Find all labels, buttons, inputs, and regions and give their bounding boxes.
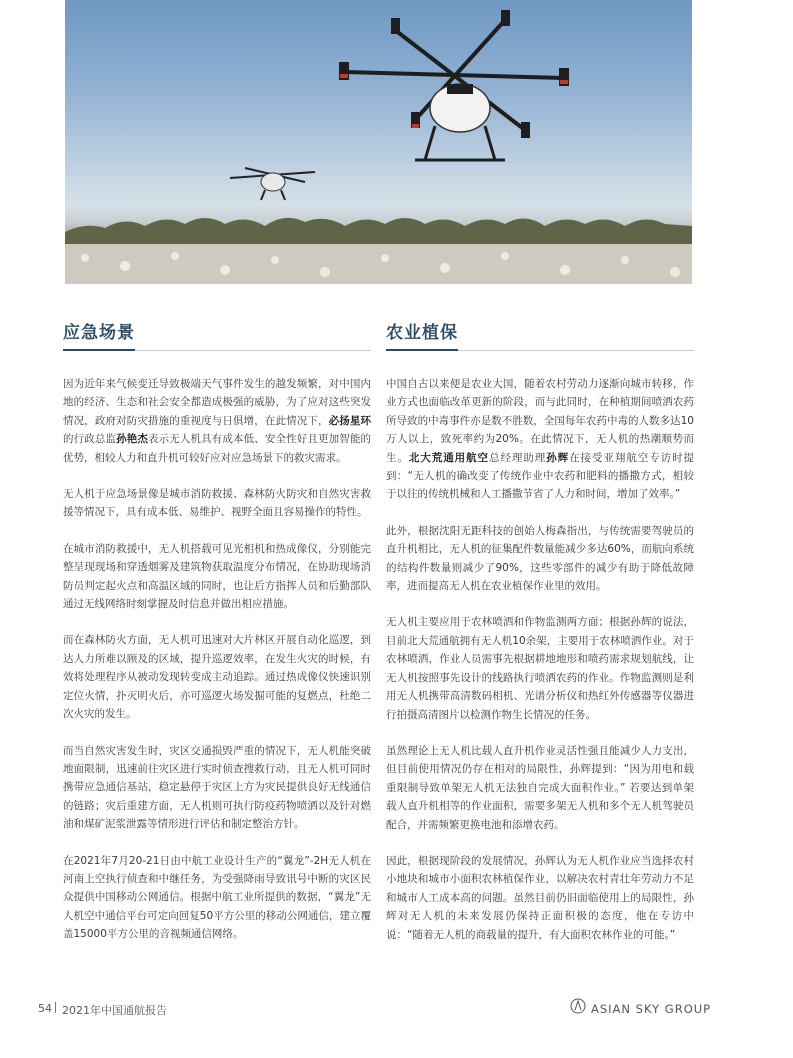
paragraph: 虽然理论上无人机比载人直升机作业灵活性强且能减少人力支出，但目前使用情况仍存在相对的局限性，孙辉提到：“因为用电和载重限制导致单架无人机无法独自完成大面积作业。” 若要达到单架载人直升机相等的作业面积，需要多架无人机和多个无人机驾驶员配合，并需频繁更换电池和添增农药。 [386, 744, 694, 831]
page-footer [0, 1000, 793, 1020]
paragraph: 而在森林防火方面，无人机可迅速对大片林区开展自动化巡逻，到达人力所难以顾及的区域，提升巡逻效率，在发生火灾的时候，有效将处理程序从被动发现转变成主动追踪。通过热成像仪快速识别定位火情，扑灭明火后，亦可巡逻火场发掘可能的复燃点，杜绝二次火灾的发生。 [63, 634, 371, 721]
paragraph: 无人机于应急场景像是城市消防救援、森林防火防灾和自然灾害救援等情况下，具有成本低、易维护、视野全面且容易操作的特性。 [63, 488, 371, 519]
paragraph: 而当自然灾害发生时，灾区交通损毁严重的情况下，无人机能突破地面限制，迅速前往灾区进行实时侦查搜救行动，且无人机可同时携带应急通信基站，稳定悬停于灾区上方为灾民提供良好无线通信的链路；灾后重建方面，无人机则可执行防疫药物喷洒以及针对燃油和煤矿泥浆泄露等情形进行评估和制定整治方针。 [63, 744, 371, 831]
section-title-agriculture: 农业植保 [386, 318, 458, 351]
paragraph: 因为近年来气候变迁导致极端天气事件发生的越发频繁，对中国内地的经济、生态和社会安全都造成极强的威胁，为了应对这些突发情况，政府对防灾措施的重视度与日俱增，在此情况下，必扬星环的行政总监孙艳杰表示无人机具有成本低、安全性好且更加智能的优势，相较人力和直升机可较好应对应急场景下的救灾需求。 [63, 378, 371, 464]
hero-photo [65, 0, 692, 284]
paragraph: 中国自古以来便是农业大国，随着农村劳动力逐渐向城市转移，作业方式也面临改革更新的阶段，而与此同时，在种植期间喷洒农药所导致的中毒事件亦是数不胜数，全国每年农药中毒的人数多达10万人以上，致死率约为20%。在此情况下，无人机的热潮顺势而生。北大荒通用航空总经理助理孙辉在接受亚翔航空专访时提到：“无人机的确改变了传统作业中农药和肥料的播撒方式，相较于以往的传统机械和人工播撒节省了人力和时间，增加了效率。” [386, 378, 695, 501]
paragraph: 在城市消防救援中，无人机搭载可见光相机和热成像仪，分别能完整呈现现场和穿透烟雾及建筑物获取温度分布情况，在协助现场消防员判定起火点和高温区域的同时，也让后方指挥人员和后勤部队通过无线网络时刻掌握及时信息并做出相应措施。 [63, 542, 371, 611]
drone-field-illustration [65, 0, 692, 284]
paragraph: 此外，根据沈阳无距科技的创始人梅森指出，与传统需要驾驶员的直升机相比，无人机的征集配件数量能减少多达60%，而航向系统的结构件数量则减少了90%，这些零部件的减少有助于降低故障率，进而提高无人机在农业植保作业里的效用。 [386, 524, 694, 593]
paragraph: 在2021年7月20-21日由中航工业设计生产的“翼龙”-2H无人机在河南上空执行侦查和中继任务，为受强降雨导致讯号中断的灾区民众提供中国移动公网通信。根据中航工业所提供的数据，“翼龙”无人机空中通信平台可定向回复50平方公里的移动公网通信，建立覆盖15000平方公里的音视频通信网络。 [63, 854, 371, 941]
report-title: 2021年中国通航报告 [62, 1004, 167, 1017]
emergency-section [63, 318, 371, 962]
footer-separator [55, 1002, 56, 1013]
paragraph: 因此，根据现阶段的发展情况，孙辉认为无人机作业应当选择农村小地块和城市小面积农林植保作业，以解决农村青壮年劳动力不足和城市人工成本高的问题。虽然目前仍旧面临使用上的局限性，孙辉对无人机的未来发展仍保持正面积极的态度，他在专访中说：“随着无人机的商载量的提升，有大面积农林作业的可能。” [386, 854, 694, 941]
page-number: 54 [38, 1002, 52, 1015]
asian-sky-logo-icon [570, 997, 586, 1015]
paragraph: 无人机主要应用于农林喷洒和作物监测两方面；根据孙辉的说法，目前北大荒通航拥有无人机10余架，主要用于农林喷洒作业。对于农林喷洒，作业人员需事先根据耕地地形和喷药需求规划航线，让无人机按照事先设计的线路执行喷洒农药的作业。作物监测则是利用无人机携带高清数码相机、光谱分析仪和热红外传感器等仪器进行拍摄高清图片以检测作物生长情况的任务。 [386, 616, 694, 721]
brand-name: ASIAN SKY GROUP [591, 1002, 712, 1016]
agriculture-section [386, 318, 694, 962]
section-title-emergency: 应急场景 [63, 318, 135, 351]
